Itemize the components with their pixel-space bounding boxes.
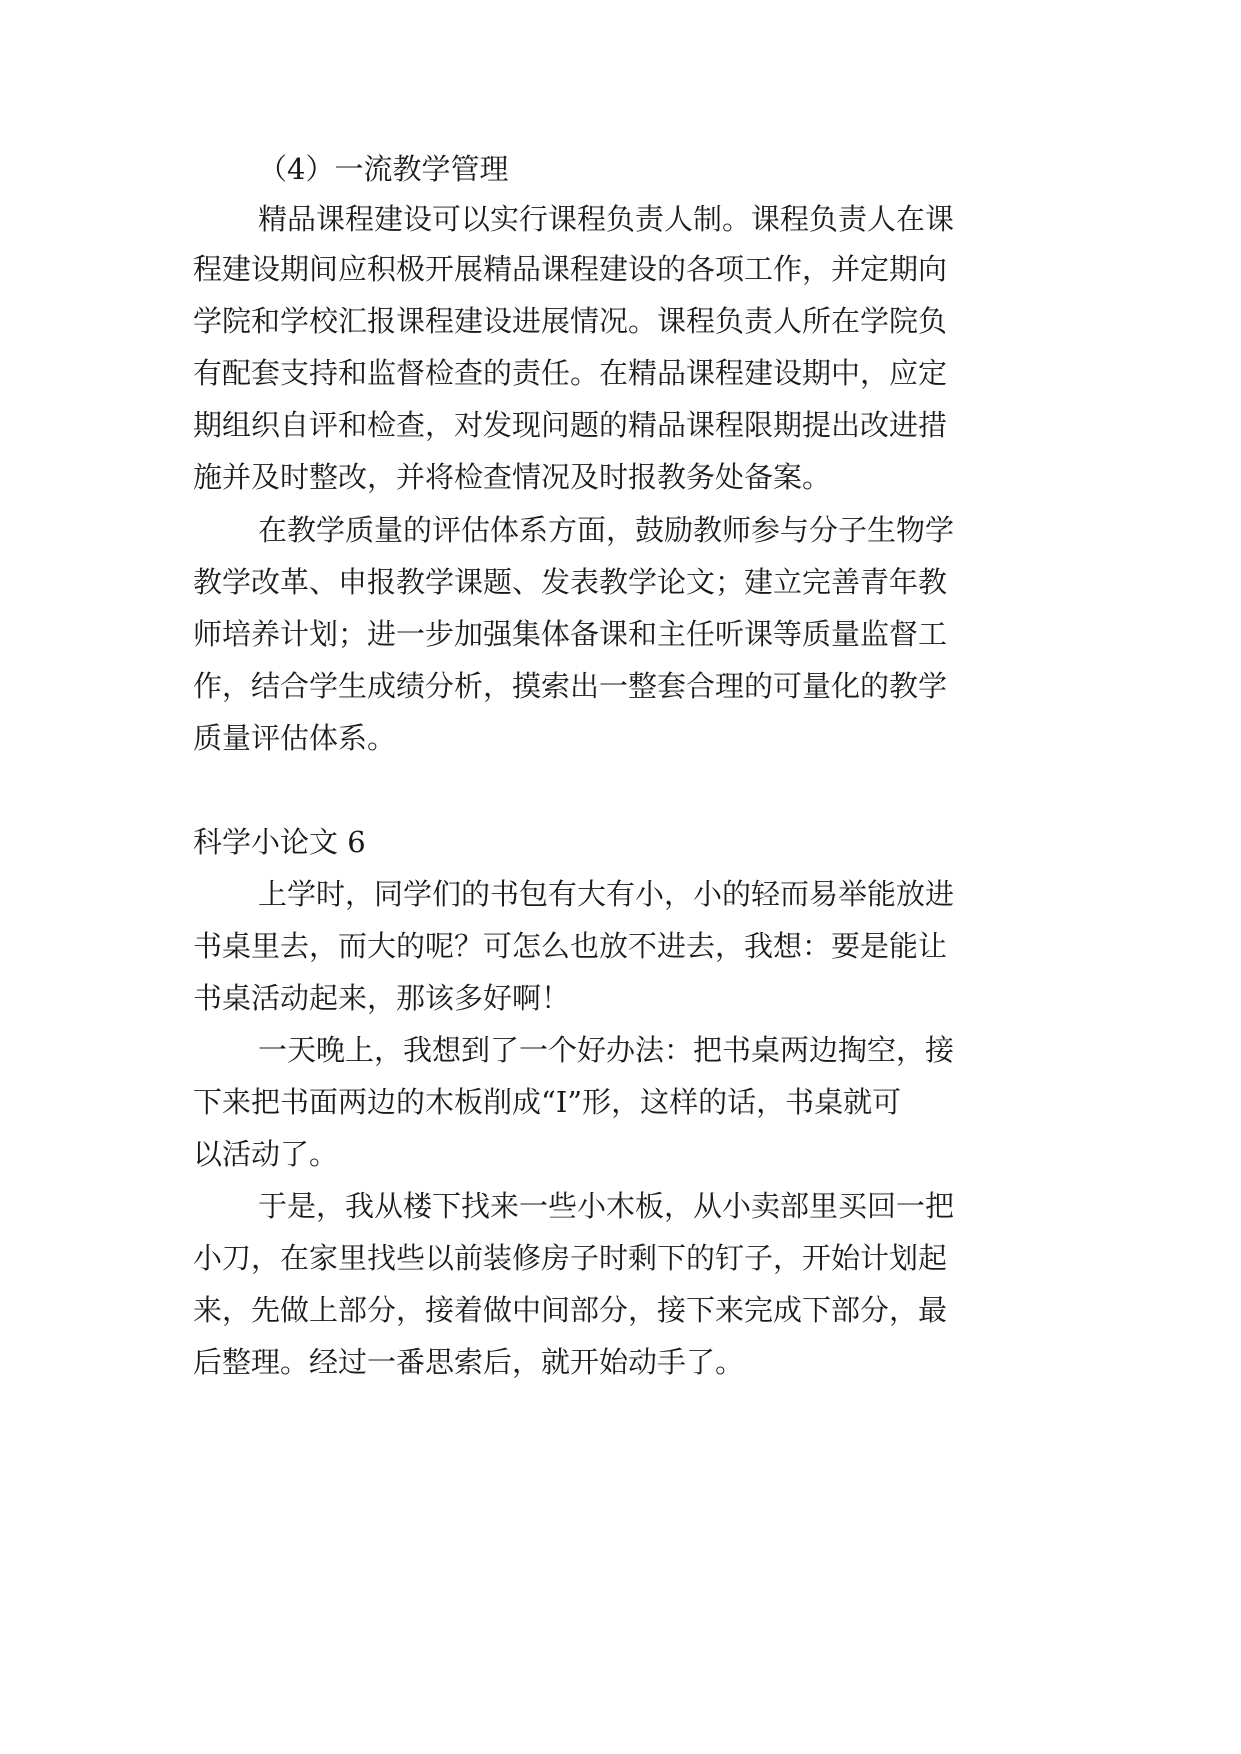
paragraph-1-line-1: 精品课程建设可以实行课程负责人制。课程负责人在课 — [258, 202, 955, 236]
paragraph-3-line-1: 上学时，同学们的书包有大有小，小的轻而易举能放进 — [258, 877, 955, 911]
paragraph-4-line-2: 下来把书面两边的木板削成“I”形，这样的话，书桌就可 — [193, 1085, 902, 1119]
paragraph-4-line-1: 一天晚上，我想到了一个好办法：把书桌两边掏空，接 — [258, 1033, 955, 1067]
paragraph-5-line-3: 来，先做上部分，接着做中间部分，接下来完成下部分，最 — [193, 1293, 948, 1327]
paragraph-4-line-3: 以活动了。 — [193, 1137, 339, 1171]
paragraph-1-line-5: 期组织自评和检查，对发现问题的精品课程限期提出改进措 — [193, 408, 948, 442]
paragraph-3-line-3: 书桌活动起来，那该多好啊！ — [193, 981, 571, 1015]
paragraph-2-line-4: 作，结合学生成绩分析，摸索出一整套合理的可量化的教学 — [193, 669, 948, 703]
paragraph-2-line-1: 在教学质量的评估体系方面，鼓励教师参与分子生物学 — [258, 513, 955, 547]
paragraph-1-line-2: 程建设期间应积极开展精品课程建设的各项工作，并定期向 — [193, 252, 948, 286]
section-heading: （4）一流教学管理 — [258, 152, 509, 186]
article-title: 科学小论文 6 — [193, 825, 366, 859]
paragraph-1-line-4: 有配套支持和监督检查的责任。在精品课程建设期中，应定 — [193, 356, 948, 390]
paragraph-5-line-4: 后整理。经过一番思索后，就开始动手了。 — [193, 1345, 745, 1379]
paragraph-3-line-2: 书桌里去，而大的呢？可怎么也放不进去，我想：要是能让 — [193, 929, 948, 963]
paragraph-2-line-3: 师培养计划；进一步加强集体备课和主任听课等质量监督工 — [193, 617, 948, 651]
paragraph-1-line-3: 学院和学校汇报课程建设进展情况。课程负责人所在学院负 — [193, 304, 948, 338]
paragraph-2-line-2: 教学改革、申报教学课题、发表教学论文；建立完善青年教 — [193, 565, 948, 599]
paragraph-1-line-6: 施并及时整改，并将检查情况及时报教务处备案。 — [193, 460, 832, 494]
paragraph-5-line-2: 小刀，在家里找些以前装修房子时剩下的钉子，开始计划起 — [193, 1241, 948, 1275]
paragraph-2-line-5: 质量评估体系。 — [193, 721, 397, 755]
paragraph-5-line-1: 于是，我从楼下找来一些小木板，从小卖部里买回一把 — [258, 1189, 955, 1223]
